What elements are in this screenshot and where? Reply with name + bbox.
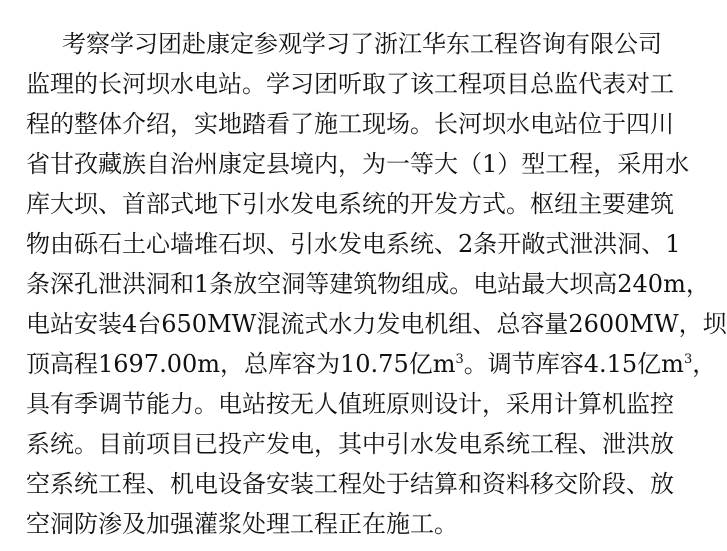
paragraph-line: 空洞防渗及加强灌浆处理工程正在施工。: [26, 510, 458, 538]
paragraph-line: 监理的长河坝水电站。学习团听取了该工程项目总监代表对工: [26, 70, 674, 98]
paragraph-line: 省甘孜藏族自治州康定县境内，为一等大（1）型工程，采用水: [26, 150, 690, 178]
line-text: 顶高程1697.00m，总库容为10.75亿m: [26, 350, 456, 378]
paragraph-line: 考察学习团赴康定参观学习了浙江华东工程咨询有限公司: [62, 30, 662, 58]
paragraph-line: 库大坝、首部式地下引水发电系统的开发方式。枢纽主要建筑: [26, 190, 674, 218]
paragraph-line: [26, 344, 717, 384]
paragraph-line: 条深孔泄洪洞和1条放空洞等建筑物组成。电站最大坝高240m，: [26, 270, 710, 298]
line-text: ，: [692, 350, 717, 378]
paragraph-line: 物由砾石土心墙堆石坝、引水发电系统、2条开敞式泄洪洞、1: [26, 230, 681, 258]
paragraph-line: 系统。目前项目已投产发电，其中引水发电系统工程、泄洪放: [26, 430, 674, 458]
paragraph-line: 具有季调节能力。电站按无人值班原则设计，采用计算机监控: [26, 390, 674, 418]
line-text: 。调节库容4.15亿m: [463, 350, 684, 378]
superscript: 3: [683, 352, 693, 367]
superscript: 3: [455, 352, 464, 367]
paragraph-line: 空系统工程、机电设备安装工程处于结算和资料移交阶段、放: [26, 470, 674, 498]
paragraph-line: 电站安装4台650MW混流式水力发电机组、总容量2600MW，坝: [26, 310, 727, 338]
paragraph-line: 程的整体介绍，实地踏看了施工现场。长河坝水电站位于四川: [26, 110, 674, 138]
